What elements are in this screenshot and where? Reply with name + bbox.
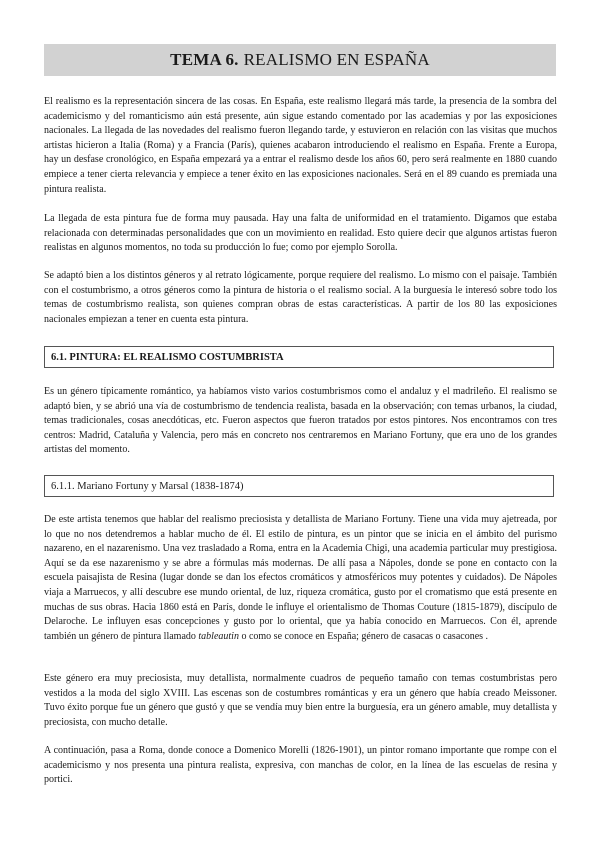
page-title — [44, 44, 556, 76]
section-heading-6-1-1 — [44, 475, 554, 497]
intro-paragraph-3: Se adaptó bien a los distintos géneros y al retrato lógicamente, porque requiere del realismo. Lo mismo con el paisaje. También con el costumbrismo, a otros géneros como la pintura de historia o el realismo social. A la burguesía le interesó sobre todo los temas de costumbrismo realista, son quienes compran obras de estas características. A partir de los 80 las exposiciones nacionales empiezan a tener en cuenta esta pintura. — [44, 270, 557, 325]
section-6-1-paragraph: Es un género típicamente romántico, ya habíamos visto varios costumbrismos como el andaluz y el madrileño. El realismo se adaptó bien, y se abrió una vía de costumbrismo de tendencia realista, basada en la observación; con temas urbanos, la ciudad, temas tradicionales, cosas anecdóticas, etc. Fueron aspectos que fueron tratados por estos pintores. Nos encontramos con tres centros: Madrid, Cataluña y Valencia, pero más en concreto nos centraremos en Mariano Fortuny, que era uno de los grandes artistas del momento. — [44, 386, 557, 456]
section-heading-6-1-text: 6.1. PINTURA: EL REALISMO COSTUMBRISTA — [51, 351, 284, 363]
title-prefix: TEMA 6. — [170, 50, 239, 69]
fortuny-paragraph-2: Este género era muy preciosista, muy detallista, normalmente cuadros de pequeño tamaño con temas costumbristas pero vestidos a la moda del siglo XVIII. Las escenas son de costumbres románticas y era un género que había creado Meissoner. Tuvo éxito porque fue un género que gustó y que se vendía muy bien entre la burguesía, era un género amable, muy detallista y preciosista, con mucho detalle. — [44, 673, 557, 728]
fortuny-paragraph-1-end: o como se conoce en España; género de casacas o casacones . — [238, 630, 489, 642]
section-heading-6-1 — [44, 346, 554, 368]
title-text: REALISMO EN ESPAÑA — [243, 50, 430, 69]
fortuny-paragraph-1 — [44, 513, 557, 644]
intro-paragraph-2: La llegada de esta pintura fue de forma muy pausada. Hay una falta de uniformidad en el tratamiento. Digamos que estaba relacionada con determinadas personalidades que con un movimiento en realidad. Esto quiere decir que algunos artistas fueron realistas en algunos momentos, no toda su producción lo fue; como por ejemplo Sorolla. — [44, 213, 557, 254]
section-heading-6-1-1-text: 6.1.1. Mariano Fortuny y Marsal (1838-1874) — [51, 480, 244, 492]
tableautin-term: tableautin — [198, 630, 239, 642]
intro-paragraph-1: El realismo es la representación sincera de las cosas. En España, este realismo llegará más tarde, la presencia de la sombra del academicismo y del romanticismo aún está presente, aún sigue estando comentado por las academias y por las exposiciones nacionales. La llegada de las novedades del realismo fueron llegando tarde, y estuvieron en relación con las visitas que muchos artistas hicieron a Italia (Roma) y a Francia (París), quienes acabaron introduciendo el realismo en España. Frente a Europa, hay un desfase cronológico, en España empezará ya a entrar el realismo desde los años 60, pero será realmente en 1880 cuando empiece a tener cierta relevancia y empiece a tener éxito en las exposiciones nacionales. Será en el 89 cuando es premiada una pintura realista. — [44, 96, 557, 195]
fortuny-paragraph-1-text: De este artista tenemos que hablar del realismo preciosista y detallista de Mariano Fortuny. Tiene una vida muy ajetreada, por lo que no nos detendremos a hablar mucho de él. El estilo de pintura, es un pintor que se inicia en el ámbito del purismo nazareno, en el nazarenismo. Una vez trasladado a Roma, entra en la Academia Chigi, una academia particular muy prestigiosa. Aquí se da ese nazarenismo y se abre a fórmulas más modernas. De allí pasa a Nápoles, donde se pone en contacto con la escuela paisajista de Resina (lugar donde se dan los efectos cromáticos y atmosféricos muy potentes y cuidados). De Nápoles viaja a Marruecos, y allí descubre ese mundo oriental, de luz, riqueza cromática, gusto por el cromatismo que está presente en muchas de sus obras. Hacia 1860 está en París, donde le influye el orientalismo de Thomas Couture (1815-1879), discípulo de Delaroche. Le influyen esas concepciones y gusto por lo oriental, que ya había conocido en Marruecos. Con él, aprende también un género de pintura llamado — [44, 514, 557, 642]
fortuny-paragraph-3: A continuación, pasa a Roma, donde conoce a Domenico Morelli (1826-1901), un pintor romano importante que rompe con el academicismo y nos presenta una pintura realista, expresiva, con manchas de color, en la línea de las escuelas de resina y portici. — [44, 745, 557, 786]
